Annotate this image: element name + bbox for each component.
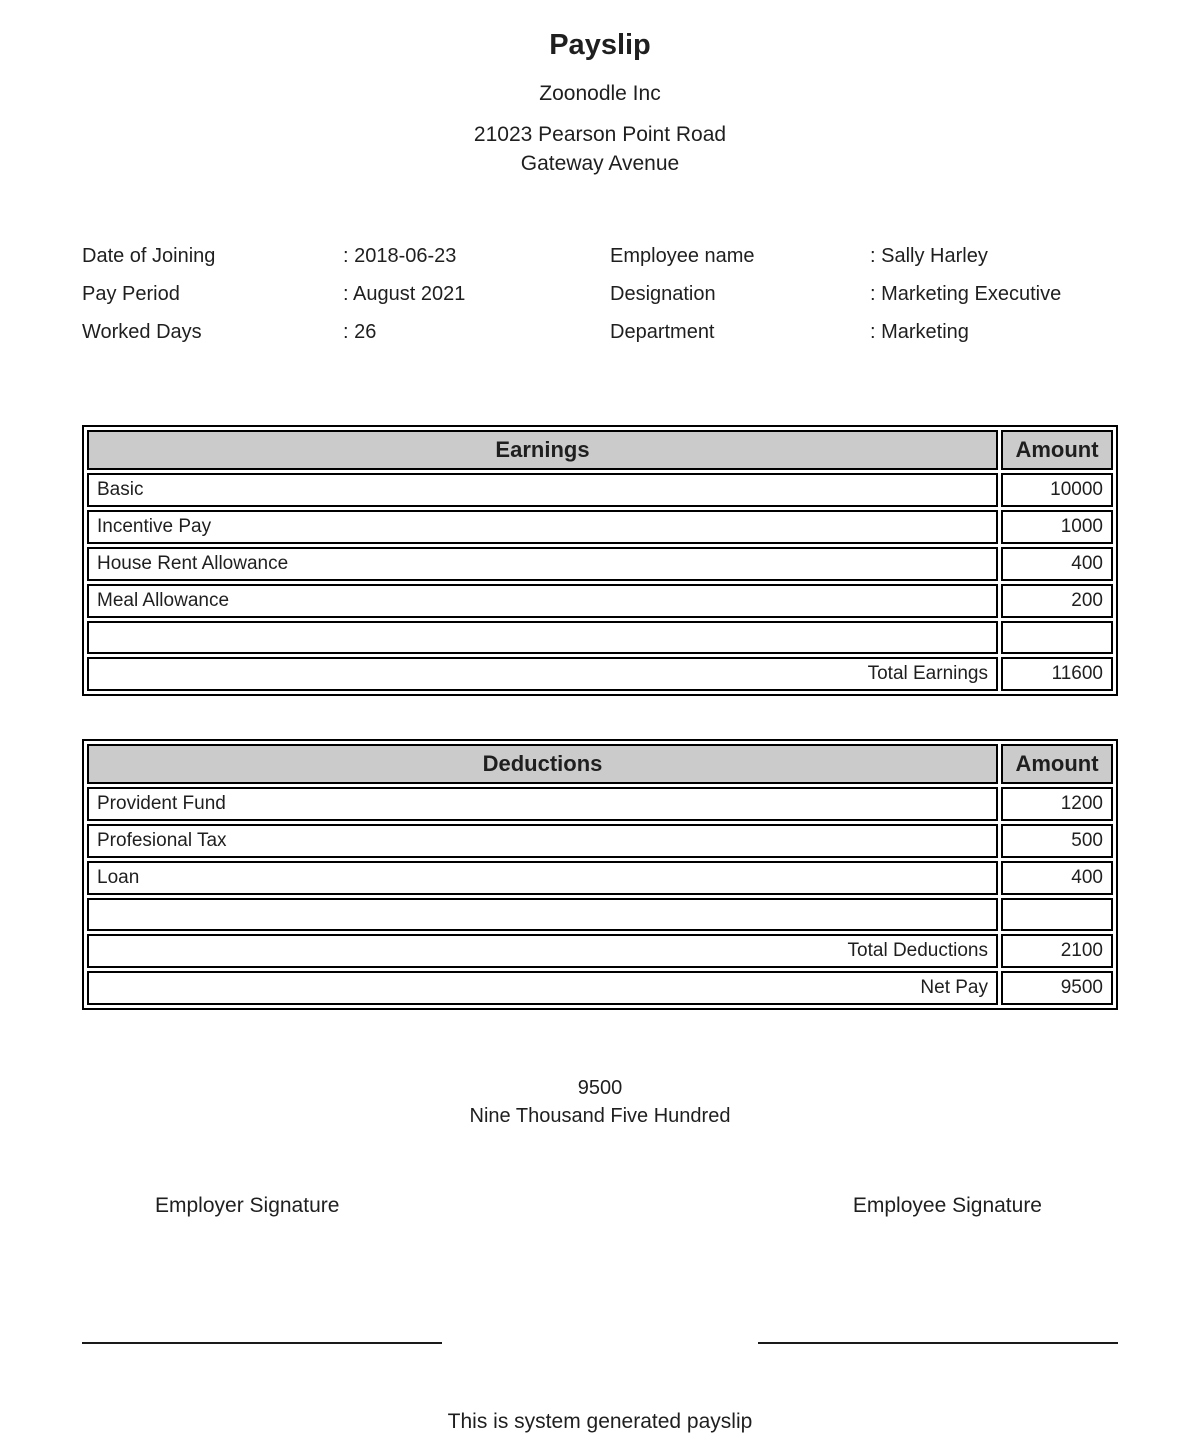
info-value-employee-name: : Sally Harley [870,245,988,267]
deductions-amount-header: Amount [1001,744,1113,784]
deductions-section-title: Deductions [87,744,998,784]
total-earnings-row [87,657,1113,691]
deduction-label: Provident Fund [87,787,998,821]
company-address [0,120,1200,178]
signature-lines [82,1342,1118,1344]
table-row [87,584,1113,618]
info-value-designation: : Marketing Executive [870,283,1062,305]
net-pay-amount: 9500 [1001,971,1113,1005]
employee-signature-line [758,1342,1118,1344]
earning-label: Incentive Pay [87,510,998,544]
signature-labels [82,1194,1118,1218]
earnings-header-row [87,430,1113,470]
deduction-label: Profesional Tax [87,824,998,858]
earning-amount: 400 [1001,547,1113,581]
table-row [87,547,1113,581]
deduction-amount: 1200 [1001,787,1113,821]
earning-label: Basic [87,473,998,507]
info-label-pay-period: Pay Period [82,283,180,305]
deduction-amount: 500 [1001,824,1113,858]
earning-label: Meal Allowance [87,584,998,618]
total-deductions-label: Total Deductions [87,934,998,968]
deductions-header-row [87,744,1113,784]
empty-cell [87,621,998,654]
info-label-department: Department [610,321,715,343]
deduction-amount: 400 [1001,861,1113,895]
info-value-date-of-joining: : 2018-06-23 [343,245,457,267]
employee-signature-label: Employee Signature [852,1194,1042,1217]
earning-amount: 200 [1001,584,1113,618]
total-deductions-row [87,934,1113,968]
earnings-amount-header: Amount [1001,430,1113,470]
employer-signature-line [82,1342,442,1344]
address-line-2: Gateway Avenue [520,152,680,175]
deduction-label: Loan [87,861,998,895]
deductions-table [82,739,1118,1010]
empty-cell [1001,898,1113,931]
total-deductions-amount: 2100 [1001,934,1113,968]
earning-label: House Rent Allowance [87,547,998,581]
info-label-employee-name: Employee name [610,245,755,267]
employee-info-section [82,245,1118,343]
earnings-table [82,425,1118,696]
table-row [87,787,1113,821]
net-pay-row [87,971,1113,1005]
empty-row [87,898,1113,931]
empty-cell [1001,621,1113,654]
info-label-date-of-joining: Date of Joining [82,245,216,267]
earning-amount: 1000 [1001,510,1113,544]
table-row [87,824,1113,858]
info-label-designation: Designation [610,283,716,305]
earnings-section-title: Earnings [87,430,998,470]
document-header [0,0,1200,178]
address-line-1: 21023 Pearson Point Road [473,123,727,146]
info-label-worked-days: Worked Days [82,321,202,343]
company-name: Zoonodle Inc [539,82,661,105]
table-row [87,510,1113,544]
empty-row [87,621,1113,654]
total-earnings-amount: 11600 [1001,657,1113,691]
system-generated-note: This is system generated payslip [447,1410,753,1433]
info-value-department: : Marketing [870,321,969,343]
info-value-pay-period: : August 2021 [343,283,466,305]
net-pay-number: 9500 [577,1077,623,1099]
earning-amount: 10000 [1001,473,1113,507]
net-pay-summary [0,1074,1200,1130]
table-row [87,473,1113,507]
total-earnings-label: Total Earnings [87,657,998,691]
page-title: Payslip [549,29,651,61]
net-pay-words: Nine Thousand Five Hundred [469,1105,731,1127]
empty-cell [87,898,998,931]
net-pay-label: Net Pay [87,971,998,1005]
info-value-worked-days: : 26 [343,321,377,343]
table-row [87,861,1113,895]
employer-signature-label: Employer Signature [155,1194,340,1217]
